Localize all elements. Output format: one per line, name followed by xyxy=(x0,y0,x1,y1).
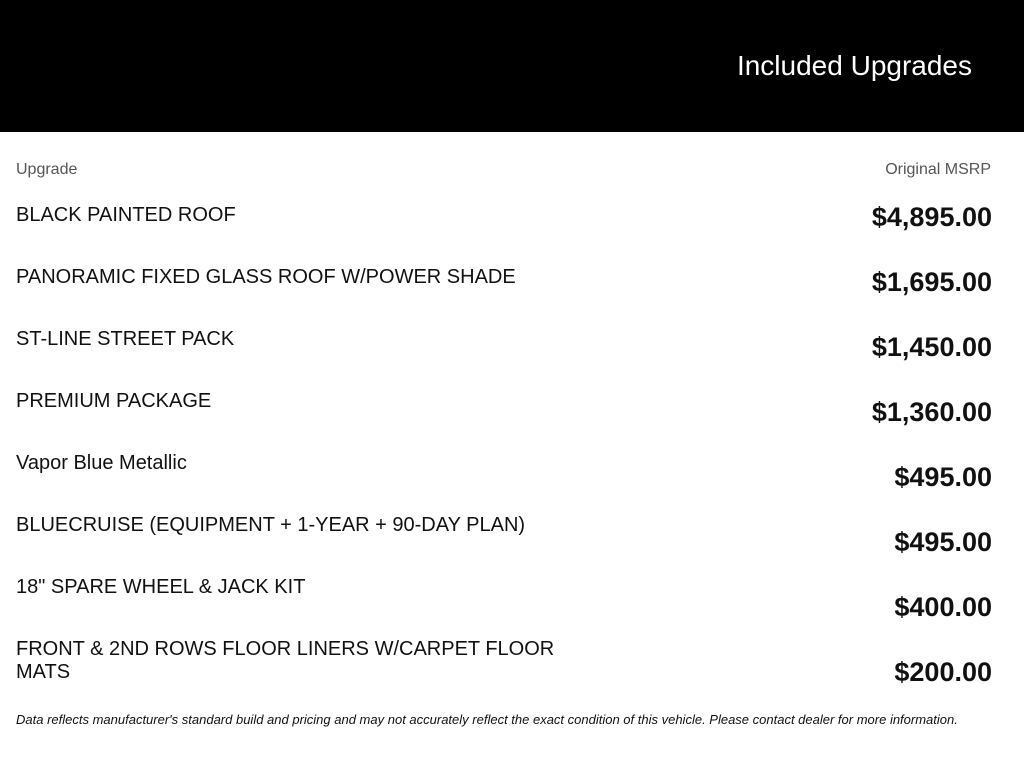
upgrade-price: $1,450.00 xyxy=(871,332,992,362)
upgrade-price: $1,695.00 xyxy=(871,267,992,297)
upgrade-price: $495.00 xyxy=(894,462,992,492)
upgrade-price: $495.00 xyxy=(894,527,992,557)
page-header xyxy=(0,0,1024,132)
upgrade-name: BLUECRUISE (EQUIPMENT + 1-YEAR + 90-DAY PLAN) xyxy=(16,514,526,536)
upgrade-name: Vapor Blue Metallic xyxy=(16,452,187,474)
column-header-upgrade: Upgrade xyxy=(16,161,78,178)
upgrade-price: $200.00 xyxy=(894,657,992,687)
upgrade-name: BLACK PAINTED ROOF xyxy=(16,204,236,226)
upgrade-name: PREMIUM PACKAGE xyxy=(16,390,212,412)
page-title: Included Upgrades xyxy=(736,50,972,81)
upgrade-name: PANORAMIC FIXED GLASS ROOF W/POWER SHADE xyxy=(16,266,516,288)
upgrade-name: ST-LINE STREET PACK xyxy=(16,328,235,350)
upgrade-name: 18" SPARE WHEEL & JACK KIT xyxy=(16,576,306,598)
upgrade-price: $400.00 xyxy=(894,592,992,622)
upgrade-name: FRONT & 2ND ROWS FLOOR LINERS W/CARPET FLOOR MATS xyxy=(16,638,555,683)
upgrade-price: $1,360.00 xyxy=(871,397,992,427)
disclaimer-note: Data reflects manufacturer's standard build and pricing and may not accurately reflect the exact condition of this vehicle. Please contact dealer for more information. xyxy=(16,712,958,727)
column-header-msrp: Original MSRP xyxy=(885,161,991,178)
upgrade-price: $4,895.00 xyxy=(871,202,992,232)
